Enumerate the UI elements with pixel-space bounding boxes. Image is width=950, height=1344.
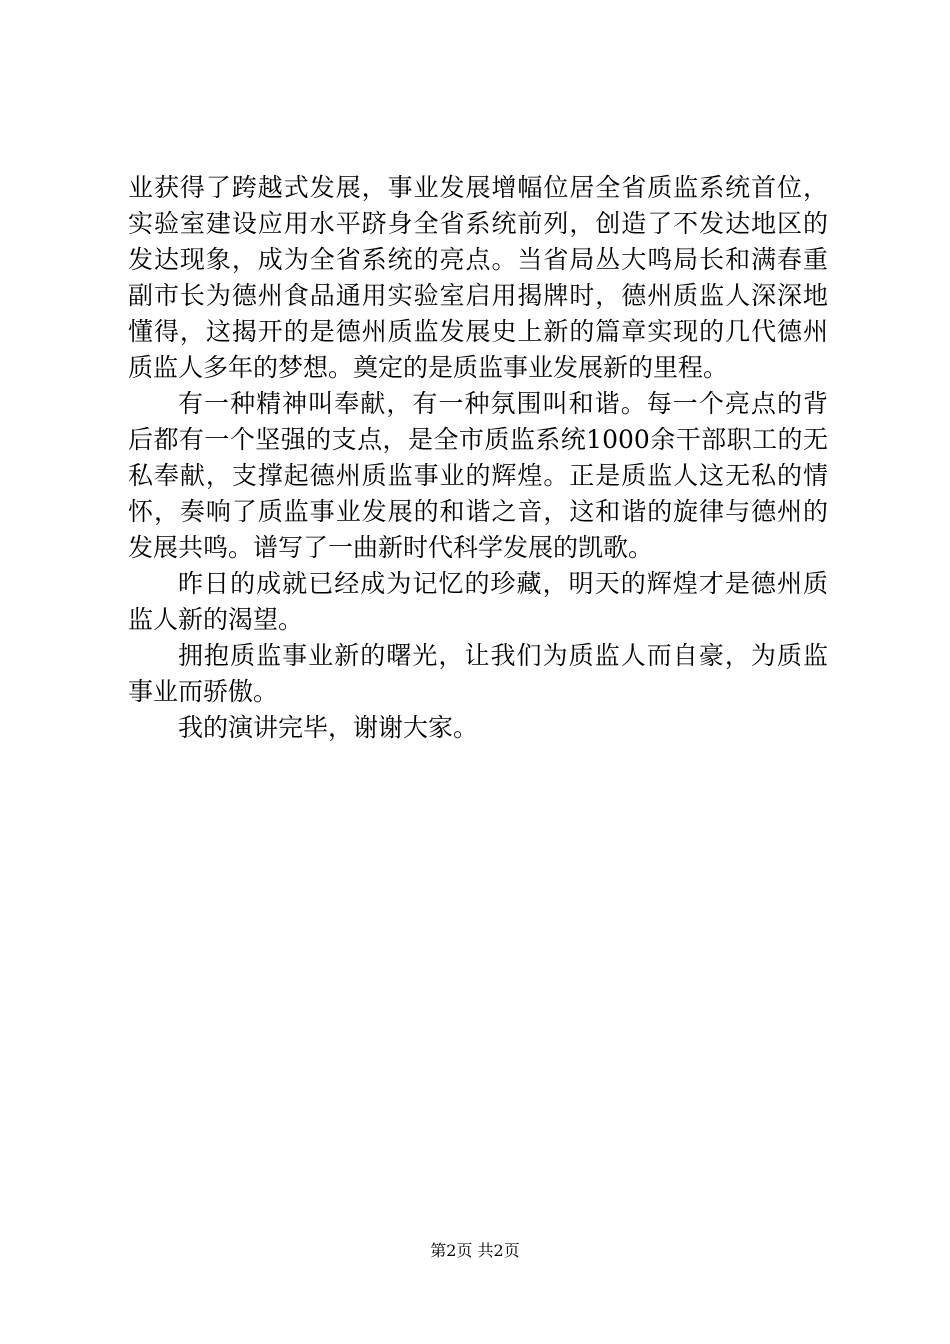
text-line: 事业而骄傲。 [128, 677, 279, 706]
text-line: 副市长为德州食品通用实验室启用揭牌时，德州质监人深深地 [128, 281, 828, 310]
paragraph-2 [128, 386, 828, 566]
text-line: 发达现象，成为全省系统的亮点。当省局丛大鸣局长和满春重 [128, 245, 828, 274]
body-text [128, 170, 828, 746]
paragraph-1 [128, 170, 828, 386]
text-line: 发展共鸣。谱写了一曲新时代科学发展的凯歌。 [128, 533, 654, 562]
text-line: 监人新的渴望。 [128, 605, 304, 634]
text-line: 昨日的成就已经成为记忆的珍藏，明天的辉煌才是德州质 [178, 569, 828, 598]
paragraph-3 [128, 566, 828, 638]
text-line: 后都有一个坚强的支点，是全市质监系统1000余干部职工的无 [128, 425, 828, 454]
text-line: 我的演讲完毕，谢谢大家。 [178, 713, 479, 742]
text-line: 私奉献，支撑起德州质监事业的辉煌。正是质监人这无私的情 [128, 461, 828, 490]
text-line: 怀，奏响了质监事业发展的和谐之音，这和谐的旋律与德州的 [128, 497, 828, 526]
page-footer: 第2页 共2页 [430, 1241, 520, 1260]
text-line: 懂得，这揭开的是德州质监发展史上新的篇章实现的几代德州 [128, 317, 828, 346]
paragraph-4 [128, 638, 828, 710]
text-line: 拥抱质监事业新的曙光，让我们为质监人而自豪，为质监 [178, 641, 828, 670]
text-line: 实验室建设应用水平跻身全省系统前列，创造了不发达地区的 [128, 209, 828, 238]
text-line: 有一种精神叫奉献，有一种氛围叫和谐。每一个亮点的背 [178, 389, 828, 418]
text-line: 质监人多年的梦想。奠定的是质监事业发展新的里程。 [128, 353, 729, 382]
text-line: 业获得了跨越式发展，事业发展增幅位居全省质监系统首位， [128, 173, 828, 202]
paragraph-5 [128, 710, 828, 746]
